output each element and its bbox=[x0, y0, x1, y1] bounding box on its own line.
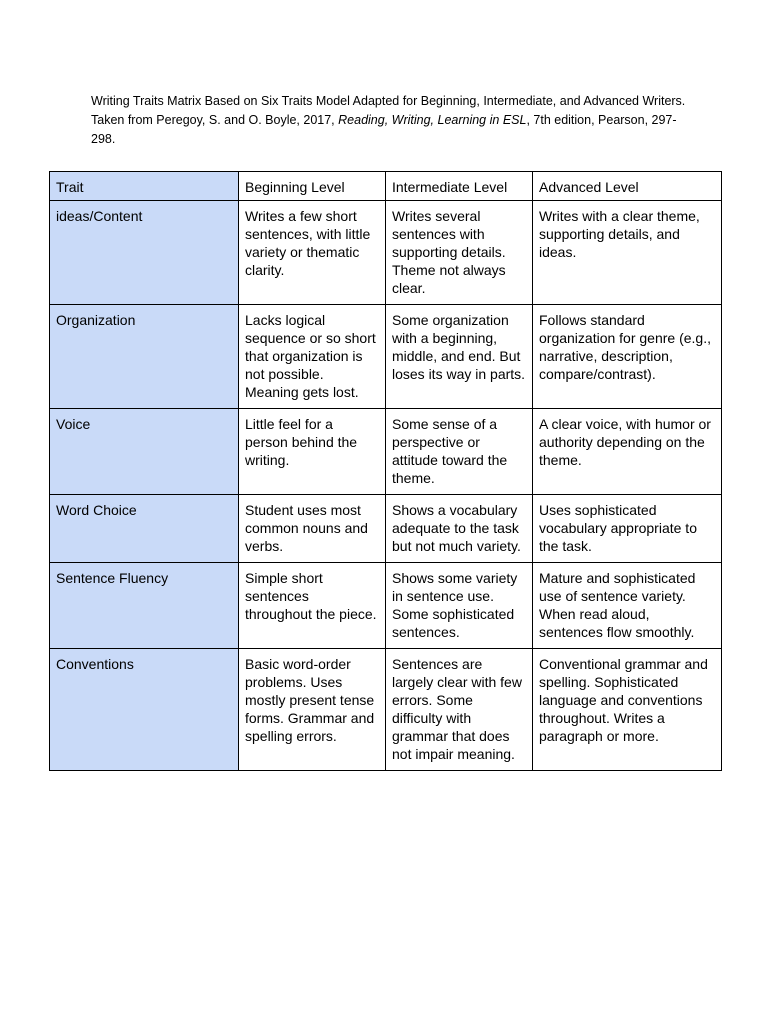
advanced-cell: Conventional grammar and spelling. Sophisticated language and conventions throughout. Writes a paragraph or more. bbox=[533, 649, 722, 771]
intermediate-cell: Sentences are largely clear with few errors. Some difficulty with grammar that does not impair meaning. bbox=[386, 649, 533, 771]
table-row bbox=[50, 563, 722, 649]
advanced-cell: A clear voice, with humor or authority depending on the theme. bbox=[533, 409, 722, 495]
advanced-cell: Writes with a clear theme, supporting details, and ideas. bbox=[533, 201, 722, 305]
caption-text-after: , 7th edition, Pearson, 297-298. bbox=[91, 113, 677, 146]
header-intermediate-level: Intermediate Level bbox=[386, 172, 533, 201]
trait-cell: Conventions bbox=[50, 649, 239, 771]
document-caption bbox=[91, 92, 691, 149]
writing-traits-matrix bbox=[49, 171, 722, 771]
header-advanced-level: Advanced Level bbox=[533, 172, 722, 201]
table-row bbox=[50, 649, 722, 771]
advanced-cell: Follows standard organization for genre (e.g., narrative, description, compare/contrast). bbox=[533, 305, 722, 409]
beginning-cell: Simple short sentences throughout the piece. bbox=[239, 563, 386, 649]
trait-cell: Voice bbox=[50, 409, 239, 495]
trait-cell: Word Choice bbox=[50, 495, 239, 563]
advanced-cell: Uses sophisticated vocabulary appropriate to the task. bbox=[533, 495, 722, 563]
beginning-cell: Writes a few short sentences, with little variety or thematic clarity. bbox=[239, 201, 386, 305]
trait-cell: Sentence Fluency bbox=[50, 563, 239, 649]
header-row bbox=[50, 172, 722, 201]
intermediate-cell: Shows a vocabulary adequate to the task but not much variety. bbox=[386, 495, 533, 563]
advanced-cell: Mature and sophisticated use of sentence variety. When read aloud, sentences flow smoothly. bbox=[533, 563, 722, 649]
intermediate-cell: Shows some variety in sentence use. Some sophisticated sentences. bbox=[386, 563, 533, 649]
intermediate-cell: Some sense of a perspective or attitude toward the theme. bbox=[386, 409, 533, 495]
beginning-cell: Lacks logical sequence or so short that organization is not possible. Meaning gets lost. bbox=[239, 305, 386, 409]
beginning-cell: Student uses most common nouns and verbs. bbox=[239, 495, 386, 563]
caption-text-before: Writing Traits Matrix Based on Six Traits Model Adapted for Beginning, Intermediate, and Advanced Writers. Taken from Peregoy, S. and O. Boyle, 2017, bbox=[91, 94, 686, 127]
table-row bbox=[50, 495, 722, 563]
trait-cell: Organization bbox=[50, 305, 239, 409]
caption-book-title: Reading, Writing, Learning in ESL bbox=[338, 113, 527, 127]
table-row bbox=[50, 201, 722, 305]
intermediate-cell: Some organization with a beginning, middle, and end. But loses its way in parts. bbox=[386, 305, 533, 409]
header-beginning-level: Beginning Level bbox=[239, 172, 386, 201]
table-row bbox=[50, 409, 722, 495]
header-trait: Trait bbox=[50, 172, 239, 201]
beginning-cell: Basic word-order problems. Uses mostly present tense forms. Grammar and spelling errors. bbox=[239, 649, 386, 771]
beginning-cell: Little feel for a person behind the writing. bbox=[239, 409, 386, 495]
table-row bbox=[50, 305, 722, 409]
intermediate-cell: Writes several sentences with supporting details. Theme not always clear. bbox=[386, 201, 533, 305]
trait-cell: ideas/Content bbox=[50, 201, 239, 305]
